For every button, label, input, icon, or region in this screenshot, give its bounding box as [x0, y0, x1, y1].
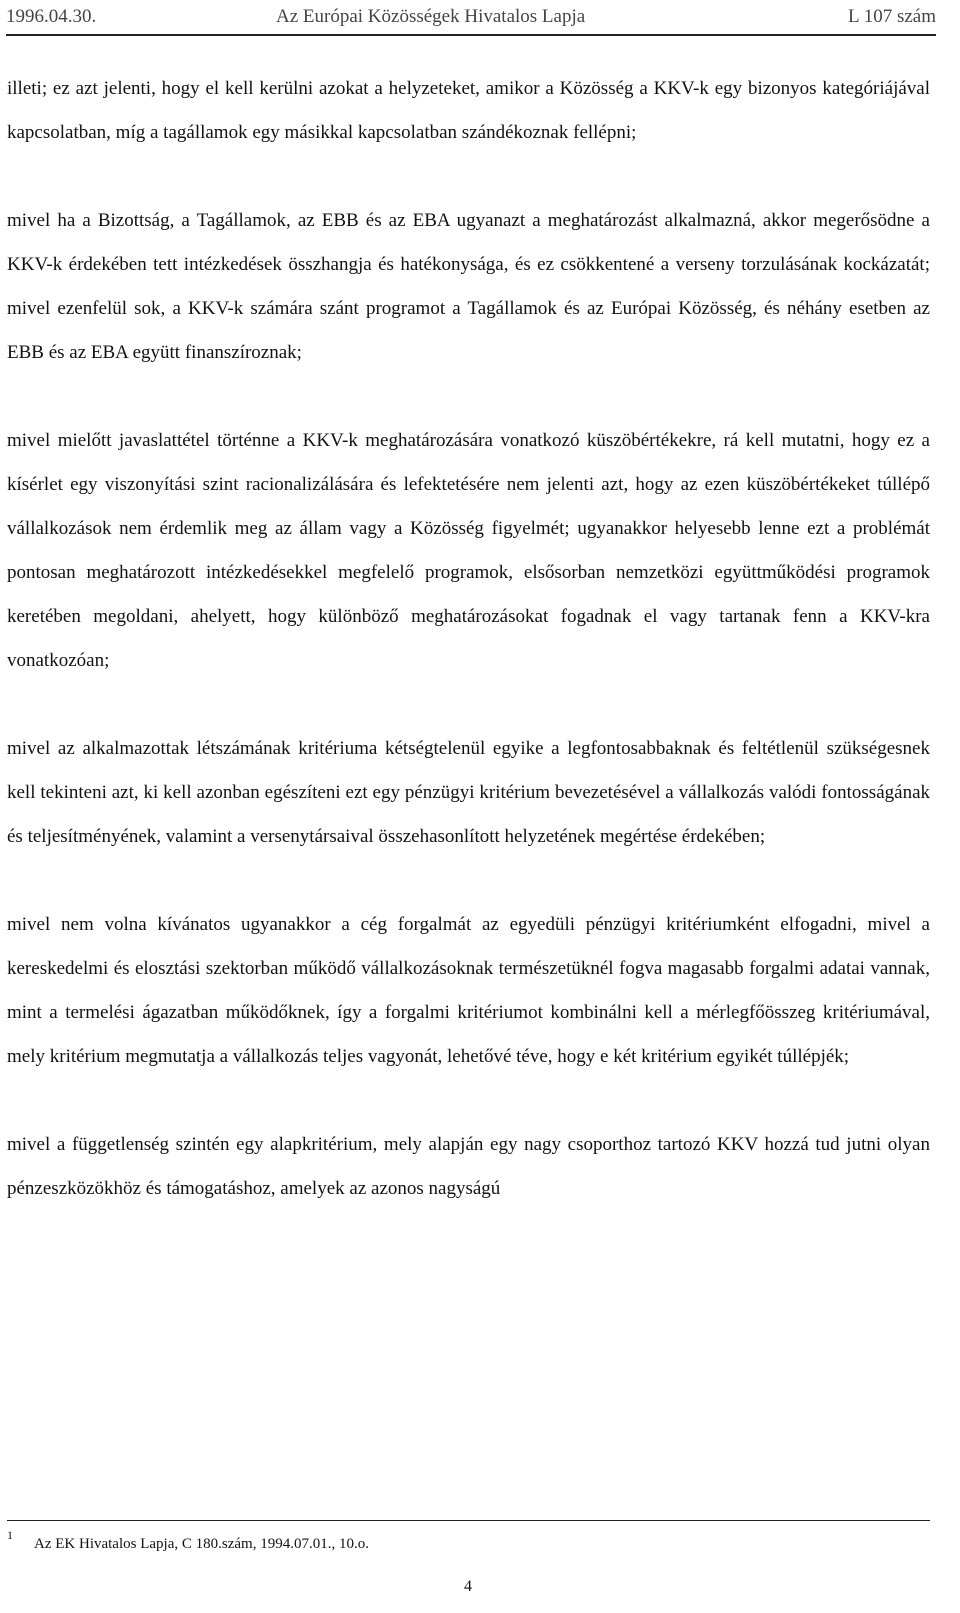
paragraph: mivel az alkalmazottak létszámának kritériuma kétségtelenül egyike a legfontosabbaknak és feltétlenül szükségesnek kell tekinteni azt, ki kell azonban egészíteni ezt egy pénzügyi kritérium bevezetésével a vállalkozás valódi fontosságának és teljesítményének, valamint a versenytársaival összehasonlított helyzetének megértése érdekében; [7, 738, 930, 847]
footnote-text: Az EK Hivatalos Lapja, C 180.szám, 1994.07.01., 10.o. [34, 1536, 369, 1552]
paragraph: mivel nem volna kívánatos ugyanakkor a cég forgalmát az egyedüli pénzügyi kritériumként elfogadni, mivel a kereskedelmi és elosztási szektorban működő vállalkozásoknak természetüknél fogva magasabb forgalmi adatai vannak, mint a termelési ágazatban működőknek, így a forgalmi kritériumot kombinálni kell a mérlegfőösszeg kritériumával, mely kritérium megmutatja a vállalkozás teljes vagyonát, lehetővé téve, hogy e két kritérium egyikét túllépjék; [7, 914, 930, 1067]
header-issue-number: L 107 szám [848, 6, 936, 27]
header-divider [6, 34, 936, 36]
footnote-divider [7, 1520, 930, 1521]
page-number: 4 [464, 1578, 472, 1595]
paragraph: mivel ha a Bizottság, a Tagállamok, az EBB és az EBA ugyanazt a meghatározást alkalmazná, akkor megerősödne a KKV-k érdekében tett intézkedések összhangja és hatékonysága, és ez csökkentené a verseny torzulásának kockázatát; mivel ezenfelül sok, a KKV-k számára szánt programot a Tagállamok és az Európai Közösség, és néhány esetben az EBB és az EBA együtt finanszíroznak; [7, 210, 930, 363]
footnote-marker: 1 [7, 1528, 13, 1542]
header-date: 1996.04.30. [6, 6, 97, 27]
paragraph: mivel a függetlenség szintén egy alapkritérium, mely alapján egy nagy csoporthoz tartozó KKV hozzá tud jutni olyan pénzeszközökhöz és támogatáshoz, amelyek az azonos nagyságú [7, 1134, 930, 1199]
paragraph: mivel mielőtt javaslattétel történne a KKV-k meghatározására vonatkozó küszöbértékekre, rá kell mutatni, hogy ez a kísérlet egy viszonyítási szint racionalizálására és lefektetésére nem jelenti azt, hogy az ezen küszöbértékeket túllépő vállalkozások nem érdemlik meg az állam vagy a Közösség figyelmét; ugyanakkor helyesebb lenne ezt a problémát pontosan meghatározott intézkedésekkel megfelelő programok, elsősorban nemzetközi együttműködési programok keretében megoldani, ahelyett, hogy különböző meghatározásokat fogadnak el vagy tartanak fenn a KKV-kra vonatkozóan; [7, 430, 930, 671]
header-journal-title: Az Európai Közösségek Hivatalos Lapja [276, 6, 586, 27]
page-header [6, 2, 936, 36]
paragraph: illeti; ez azt jelenti, hogy el kell kerülni azokat a helyzeteket, amikor a Közösség a KKV-k egy bizonyos kategóriájával kapcsolatban, míg a tagállamok egy másikkal kapcsolatban szándékoznak fellépni; [7, 78, 930, 143]
document-body [7, 67, 930, 1211]
